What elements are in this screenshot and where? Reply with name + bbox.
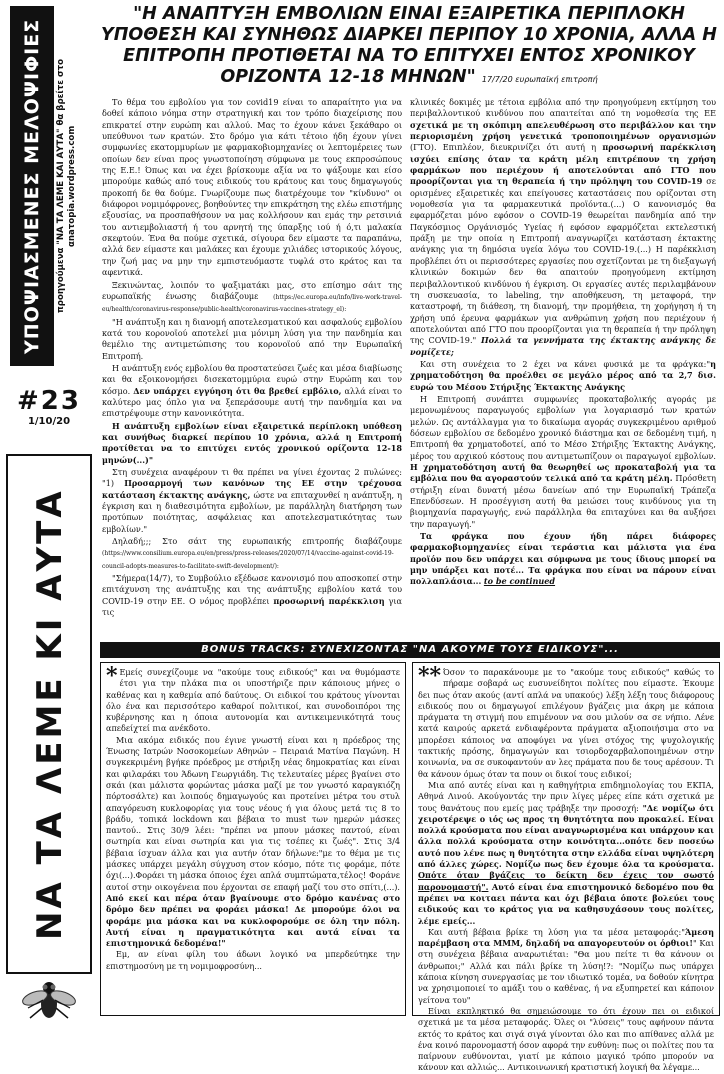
headline-source: 17/7/20 ευρωπαϊκή επιτροπή	[481, 75, 598, 84]
paragraph: Εμείς συνεχίζουμε να "ακούμε τους ειδικούς" και να θυμόμαστε έτσι για την πλάκα πια οι υποστήριζε πριν κάποιους μήνες ο καθένας και η καθεμία από δαύτους. Οι ειδικοί του κράτους γίνονται όλο ένα και περισσότερο καθαροί πολιτικοί, και συνοδοιπόροι της κυβέρνησης και η όποια αυτονομία και αντικειμενικότητά τους απεδείχτεί πια ανέκδοτο.	[106, 667, 400, 734]
paragraph: Ξεκινώντας, λοιπόν το ψαξιματάκι μας, στο επίσημο σάιτ της ευρωπαϊκής ένωσης διαβάζουμε (https://ec.europa.eu/info/live-work-travel-eu/health/coronavirus-response/public-health/coronavirus-vaccines-strategy_el):	[102, 279, 402, 314]
vertical-subtitle: προηγούμενα "ΝΑ ΤΑ ΛΕΜΕ ΚΑΙ ΑΥΤΑ" θα βρείτε στο αnaτopia.wordpress.com	[56, 58, 77, 314]
paragraph: Δηλαδή;;; Στο σάιτ της ευρωπαικής επιτροπής διαβάζουμε (https://www.consilium.europa.eu/en/press/press-releases/2020/07/14/vaccine-against-covid-19-council-adopts-measures-to-facilitate-swift-development/):	[102, 536, 402, 570]
paragraph: Εμ, αν είναι φίλη του άδωνι λογικό να μπερδεύτηκε την επιστημοσύνη με τη νομιμοφροσύνη...	[106, 949, 400, 971]
asterisk-mark: *	[106, 663, 118, 689]
paragraph: κλινικές δοκιμές με τέτοια εμβόλια από την προηγούμενη εκτίμηση του περιβαλλοντικού κινδύνου που απαιτείται από τη νομοθεσία της ΕΕ σχετικά με τη σκόπιμη απελευθέρωση στο περιβάλλον και την περιορισμένη χρήση γενετικά τροποποιημένων οργανισμών (ΓΤΟ). Επιπλέον, διευκρινίζει ότι αυτή η προσωρινή παρέκκλιση ισχύει επίσης όταν τα κράτη μέλη επιτρέπουν τη χρήση φαρμάκων που περιέχουν ή αποτελούνται από ΓΤΟ που προορίζονται για τη θεραπεία ή την πρόληψη του COVID-19 σε ορισμένες εξαιρετικές και επείγουσες καταστάσεις που ορίζονται στη νομοθεσία για τα φαρμακευτικά προϊόντα.(...) Ο κανονισμός θα εφαρμόζεται μόνο εφόσον ο COVID-19 θεωρείται πανδημία από την Παγκόσμιος Οργάνισμός Υγείας ή εφόσον εφαρμόζεται εκτελεστική πράξη με την οποία η Επιτροπή αναγνωρίζει κατάσταση έκτακτης ανάγκης για τη δημόσια υγεία λόγω του COVID-19.(...) Η παρέκκλιση προβλέπει ότι οι περισσότερες εργασίες που σχετίζονται με τη διεξαγωγή κλινικών δοκιμών δεν θα απαιτούν προηγούμενη εκτίμηση περιβαλλοντικού κινδύνου ή έγκριση. Οι εργασίες αυτές περιλαμβάνουν τη συσκευασία, το labeling, την αποθήκευση, τη μεταφορά, την καταστροφή, τη διάθεση, τη διανομή, την προμήθεια, τη χορήγηση ή τη χρήση υπό έρευνα φαρμάκων για ανθρώπινη χρήση που περιέχουν ή αποτελούνται από ΓΤΟ που προορίζονται για τη θεραπεία ή την πρόληψη της COVID-19." Πολλά τα γεννήματα της έκτακτης ανάγκης δε νομίζετε;	[410, 97, 716, 357]
issue-date: 1/10/20	[27, 416, 71, 427]
paragraph-bold: Η ανάπτυξη εμβολίων είναι εξαιρετικά περίπλοκη υπόθεση και συνήθως διαρκεί περίπου 10 χρόνια, αλλά η Επιτροπή προτίθεται να το επιτύχει εντός χρονικού ορίζοντα 12-18 μηνών(...)"	[102, 420, 402, 465]
issue-number: #23	[17, 386, 81, 416]
vertical-title: ΥΠΟΨΙΑΣΜΕΝΕΣ ΜΕΛΟΨΙΦΙΕΣ	[10, 6, 54, 366]
paragraph: Είναι εκπληκτικό θα σημειώσουμε το ότι έχουν πει οι ειδικοί σχετικά με τα μέσα μεταφοράς. Όλες οι "λύσεις" τους αφήνουν πάντα εκτός το κράτος και σιγά σιγά γίνονται όλο και πιο απίθανες αλλά με ένα κοινό παρονομαστή όσον αφορά την ευθύνη: πως οι πολίτες που τα παίρνουν ευθύνονται, γιατί με κάποιο μαγικό τρόπο μπορούν να κάνουν και αλλιώς... Αντικοινωνική κρατιστική λογική θα λέγαμε...	[418, 1005, 714, 1073]
paragraph: Η Επιτροπή συνάπτει συμφωνίες προκαταβολικής αγοράς με μεμονωμένους παραγωγούς εμβολίων για λογαριασμό των κρατών μελών. Ως αντάλλαγμα για το δικαίωμα αγοράς συγκεκριμένου αριθμού δόσεων εμβολίου σε δεδομένο χρονικό διάστημα και σε δεδομένη τιμή, η Επιτροπή θα χρηματοδοτεί, από το Μέσο Στήριξης Έκτακτης Ανάγκης, μέρος του αρχικού κόστους που αντιμετωπίζουν οι παραγωγοί εμβολίων. Η χρηματοδότηση αυτή θα θεωρηθεί ως προκαταβολή για τα εμβόλια που θα αγοραστούν τελικά από τα κράτη μέλη. Πρόσθετη στήριξη είναι δυνατή μέσω δανείων από την Ευρωπαϊκή Τράπεζα Επενδύσεων. Η προσέγγιση αυτή θα μειώσει τους κινδύνους για τη βιομηχανία παραγωγής, ενώ παράλληλα θα επιταχύνει και θα αυξήσει την παραγωγή."	[410, 393, 716, 529]
issue-info	[6, 386, 92, 427]
paragraph: Όσον το παρακάνουμε με το "ακούμε τους ειδικούς" καθώς το πήραμε σοβαρά ως ευσυνείδητοι πολίτες που είμαστε. Έκουμε δει πως όταν ακούς (αντί απλά να υπακούς) λέξη λέξη τους διάφορους ειδικούς που οι δημαγωγοί επιλέγουν βγάζεις μια άκρη με κάποια πράγματα τη στιγμή που επιμένουν να σου μιλούν σα σε νήπιο. Λένε κατά καιρούς αρκετά ενδιαφέροντα πράγματα αξιοποιήσιμα στο να μπορέσει κάποιος να αποφύγει να γίνει στόχος της ψυχολογικής τακτικής πρόσης, δημαγωγών και τσιορδοχαρβαλοποιημένων στην κοινωνία, να σε συκοφαντούν αν λες πράματα που δε τους αρέσουν. Τι θα κάνουν όμως όταν τα πουν οι δικοί τους ειδικοί;	[418, 667, 714, 779]
headline	[100, 4, 718, 90]
paragraph: "Σήμερα(14/7), το Συμβούλιο εξέδωσε κανονισμό που αποσκοπεί στην επιτάχυνση της ανάπτυξης και της ανάπτυξης εμβολίου κατά του COVID-19 στην ΕΕ. Ο νόμος προβλέπει προσωρινή παρέκκλιση για τις	[102, 573, 402, 618]
source-url: (https://www.consilium.europa.eu/en/press/press-releases/2020/07/14/vaccine-against-covid-19-council-adopts-measures-to-facilitate-swift-development/):	[102, 550, 394, 570]
masthead-title: ΝΑ ΤΑ ΛΕΜΕ ΚΙ ΑΥΤΑ	[30, 488, 70, 940]
to-be-continued: to be continued	[483, 576, 556, 587]
paragraph: Μια ακόμα ειδικός που έγινε γνωστή είναι και η πρόεδρος της Ένωσης Ιατρών Νοσοκομείων Αθηνών – Πειραιά Ματίνα Παγώνη. Η συγκεκριμένη βγήκε πρόεδρος με στήριξη νέας δημοκρατίας και είναι και φιλαράκι του Άδωνη Γεωργιάδη. Τις τελευταίες μέρες βγαίνει στο σκάι (και μάλιστα φορώντας μάσκα μαζί με τον γνωστό καραγκιόζη πόρτοσάλτε) και λοιπούς δημαγωγούς και προτείνει μέτρα του στυλ απαγόρευση κυκλοφορίας για τους νέους ή για όλους μετά τις 8 το βράδυ, τοπικά lockdown και βέβαια το must των ημερών μάσκες παντού.. Στις 30/9 λέει: "πρέπει να μπουν μάσκες παντού, είναι σωτηρία και είναι σωτηρία και για τις τσέπες κι ζωές". Στις 3/4 βέβαια ίσχυαν άλλα και για αυτήν όταν δήλωνε:"με το θέμα με τις μάσκες υπάρχει μεγάλη σύγχυση στον κόσμο, πότε τις φοράμε, πότε όχι(...).Φοράει τη μάσκα όποιος έχει απλά συμπτώματα,τέλος! Φοράνε αυτοί στην οικογένεια που έρχονται σε επαφή μαζί του στο σπίτι,(...). Από εκεί και πέρα όταν βγαίνουμε στο δρόμο κανένας στο δρόμο δεν πρέπει να φοράει μάσκα! Δε μπορούμε όλοι να φοράμε μια μάσκα και να κυκλοφορούμε σε όλη την πόλη. Αυτή είναι η πραγματικότητα και αυτά είναι τα επιστημονικά δεδομένα!"	[106, 734, 400, 949]
paragraph: Και στη συνέχεια το 2 έχει να κάνει φυσικά με τα φράγκα:"η χρηματοδότηση θα προέλθει σε μεγάλο μέρος από τα 2,7 δισ. ευρώ του Μέσου Στήριξης Έκτακτης Ανάγκης	[410, 358, 716, 392]
bonus-box-2	[412, 662, 720, 1073]
bonus-tracks-banner: BONUS TRACKS: ΣΥΝΕΧΙΖΟΝΤΑΣ "ΝΑ ΑΚΟΥΜΕ ΤΟΥΣ ΕΙΔΙΚΟΥΣ"...	[100, 642, 720, 658]
paragraph: Μια από αυτές είναι και η καθηγήτρια επιδημιολογίας του ΕΚΠΑ, Αθηνά Λινού. Ακούγοντάς την πριν λίγες μέρες είπε κάτι σχετικά με τους θανάτους που εμείς μας τράβηξε την προσοχή: "Δε νομίζω ότι χειροτέρεψε ο ιός ως προς τη θνητότητα που προκαλεί. Είναι πολλά κρούσματα που είναι αναγνωρισμένα και υπάρχουν και άλλα πολλά κρούσματα στην κοινότητα...οπότε δεν ποσεύω αυτό που λένε πως η θνητότητα στην ελλάδα είναι υψηλότερη από άλλες χώρες. Νομίζω πως δεν έχουμε όλα τα κρούσματα. Οπότε όταν βγάζεις το δείκτη δεν έχεις τον σωστό παρονομαστή". Αυτό είναι ένα επιστημονικό δεδομένο που θα πρέπει να κοιταει πάντα και όχι βέβαια όποτε βολεύει τους ειδικούς και το κράτος για να καθησυχάσουν τους πολίτες, λέμε εμείς...	[418, 779, 715, 926]
asterisk-mark: **	[418, 663, 442, 689]
fly-icon	[22, 978, 76, 1022]
bonus-box-1	[100, 662, 406, 1016]
paragraph: Στη συνέχεια αναφέρουν τι θα πρέπει να γίνει έχοντας 2 πυλώνες: "1) Προσαρμογή των κανόνων της ΕΕ στην τρέχουσα κατάσταση έκτακτης ανάγκης, ώστε να επιταχυνθεί η ανάπτυξη, η έγκριση και η διαθεσιμότητα εμβολίων, με παράλληλη διατήρηση των προτύπων ποιότητας, ασφάλειας και αποτελεσματικότητας των εμβολίων."	[102, 467, 402, 534]
paragraph: Και αυτή βέβαια βρίκε τη λύση για τα μέσα μεταφοράς:"Άμεση παρέμβαση στα ΜΜΜ, δηλαδή να απαγορευτούν οι όρθιοι!" Και στη συνέχεια βέβαια αναρωτιέται: "Θα μου πείτε τι θα κάνουν οι άνθρωποι;" Αλλά και πάλι βρίκε τη λύση!?: "Νομίζω πως υπάρχει κάποια κίνηση συνεργασίας με τον ιδιωτικό τομέα, να δοθούν κίνητρα να χρησιμοποιεί το αμάξι του ο καθένας, ή να εξυπηρετεί και κάποιον γείτονα του"	[418, 926, 715, 1005]
paragraph: Τα φράγκα που έχουν ήδη πάρει διάφορες φαρμακοβιομηχανίες είναι τεράστια και μάλιστα για ένα προϊόν που δεν υπάρχει και σύμφωνα με τους ίδιους μπορεί να μην υπάρξει και ποτέ... Τα φράγκα που είναι να πάρουν είναι πολλαπλάσια... to be continued	[410, 531, 716, 587]
headline-quote: "Η ΑΝΑΠΤΥΞΗ ΕΜΒΟΛΙΩΝ ΕΙΝΑΙ ΕΞΑΙΡΕΤΙΚΑ ΠΕΡΙΠΛΟΚΗ ΥΠΟΘΕΣΗ ΚΑΙ ΣΥΝΗΘΩΣ ΔΙΑΡΚΕΙ ΠΕΡΙΠΟΥ 10 ΧΡΟΝΙΑ, ΑΛΛΑ Η ΕΠΙΤΡΟΠΗ ΠΡΟΤΙΘΕΤΑΙ ΝΑ ΤΟ ΕΠΙΤΥΧΕΙ ΕΝΤΟΣ ΧΡΟΝΙΚΟΥ ΟΡΙΖΟΝΤΑ 12-18 ΜΗΝΩΝ"	[101, 4, 717, 87]
sidebar-top	[6, 6, 92, 366]
paragraph: "Η ανάπτυξη και η διανομή αποτελεσματικού και ασφαλούς εμβολίου κατά του κορονοϊού αποτελεί μια μόνιμη λύση για την πανδημία και θεμέλιο της αντιμετώπισης του κορονοϊού από την Ευρωπαϊκή Επιτροπή.	[102, 316, 402, 361]
article-column-2	[410, 97, 716, 640]
article-column-1	[102, 97, 402, 640]
masthead-box	[6, 454, 92, 974]
paragraph: Το θέμα του εμβολίου για τον covid19 είναι το απαραίτητο για να δοθεί κάποιο νόημα στην στρατηγική και τον τρόπο διαχείρισης που επικρατεί στην ευρώπη και αλλού. Μας το έχουν κάνει ξεκάθαρο οι υπεύθυνοι των κρατών. Στο δρόμο για κάτι τέτοιο ήδη έχουν γίνει συμφωνίες εκατομμυρίων με φαρμακοβιομηχανίες οι λεπτομέρειες των οποίων δεν είναι προς γνωστοποίηση σύμφωνα με τους εκπροσώπους της Ε.Ε.! Όπως και να έχει βρίσκουμε αξία να το ψάξουμε και είσο μπορούμε καθώς από τους ειδικούς του κράτους και τους δημαγωγούς προκοπή δε θα δούμε. Γνωρίζουμε πως διατρέχουμε τον "κίνδυνο" οι διάφοροι νομιμόφρονες, βοηθούντες την επικράτηση της ελέω επιστήμης εξουσίας, να προσπαθήσουν να μας κολλήσουν και εμάς την ρετσινιά του αντιεμβολιαστή ή του αρνητή της ύπαρξης ιού ή ό,τι μαλακία σκεφτούν. Ένα θα πούμε σχετικά, σίγουρα δεν είμαστε τα παραπάνω, αλλά δεν είμαστε και μαλάκες και έχουμε χιλιάδες ιστορικούς λόγους, την ζωή μας να μην την εμπιστευόμαστε τυφλά στο κράτος και τα αφεντικά.	[102, 97, 403, 278]
source-url: (https://ec.europa.eu/info/live-work-travel-eu/health/coronavirus-response/public-health/coronavirus-vaccines-strategy_el):	[102, 293, 402, 314]
paragraph: Η ανάπτυξη ενός εμβολίου θα προστατεύσει ζωές και μέσα διαβίωσης και θα εξοικονομήσει δισεκατομμύρια ευρώ στην Ευρώπη και τον κόσμο. Δεν υπάρχει εγγύηση ότι θα βρεθεί εμβόλιο, αλλά είναι το καλύτερο μας όπλο για να ξεπεράσουμε αυτή την πανδημία και να επιστρέψουμε στην κανονικότητα.	[102, 362, 402, 419]
sidebar	[6, 6, 92, 1018]
